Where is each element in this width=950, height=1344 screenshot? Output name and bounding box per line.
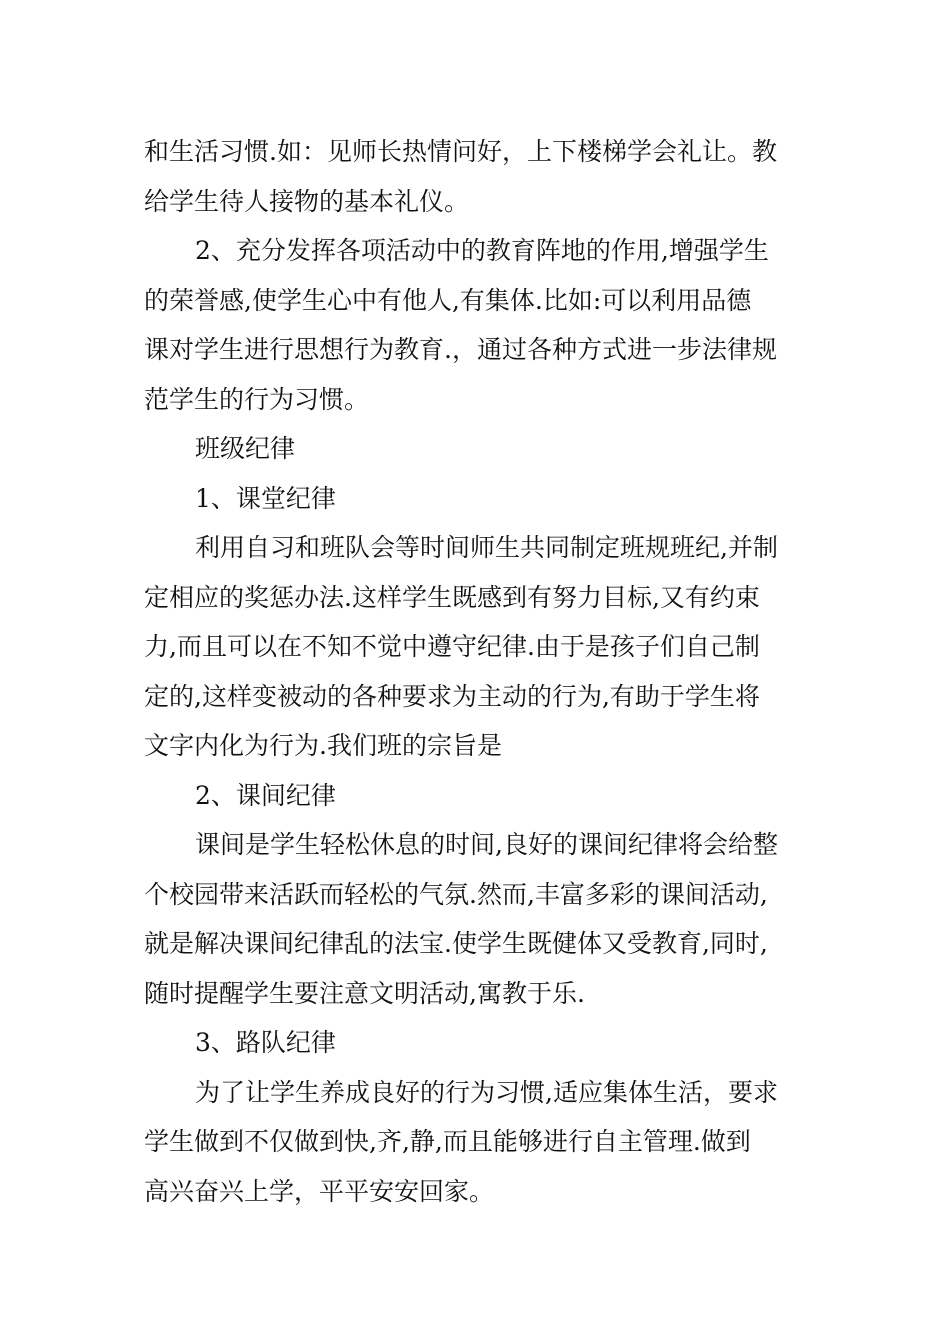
text-line: 和生活习惯.如：见师长热情问好，上下楼梯学会礼让。教 xyxy=(144,137,777,166)
text-line: 学生做到不仅做到快,齐,静,而且能够进行自主管理.做到 xyxy=(144,1127,751,1156)
subsection-heading: 3、路队纪律 xyxy=(195,1028,336,1057)
subsection-heading: 2、课间纪律 xyxy=(195,781,336,810)
text-line: 课对学生进行思想行为教育.，通过各种方式进一步法律规 xyxy=(144,335,777,364)
paragraph-start-line: 课间是学生轻松休息的时间,良好的课间纪律将会给整 xyxy=(195,830,778,859)
text-line: 范学生的行为习惯。 xyxy=(144,385,370,414)
section-heading: 班级纪律 xyxy=(195,434,296,463)
text-line: 个校园带来活跃而轻松的气氛.然而,丰富多彩的课间活动, xyxy=(144,880,768,909)
text-line: 的荣誉感,使学生心中有他人,有集体.比如:可以利用品德 xyxy=(144,286,752,315)
text-line: 随时提醒学生要注意文明活动,寓教于乐. xyxy=(144,979,585,1008)
text-line: 高兴奋兴上学，平平安安回家。 xyxy=(144,1177,495,1206)
text-line: 文字内化为行为.我们班的宗旨是 xyxy=(144,731,502,760)
paragraph-start-line: 利用自习和班队会等时间师生共同制定班规班纪,并制 xyxy=(195,533,778,562)
text-line: 定的,这样变被动的各种要求为主动的行为,有助于学生将 xyxy=(144,682,760,711)
paragraph-start-line: 为了让学生养成良好的行为习惯,适应集体生活，要求 xyxy=(195,1078,778,1107)
text-line: 定相应的奖惩办法.这样学生既感到有努力目标,又有约束 xyxy=(144,583,760,612)
text-line: 就是解决课间纪律乱的法宝.使学生既健体又受教育,同时, xyxy=(144,929,768,958)
text-line: 给学生待人接物的基本礼仪。 xyxy=(144,187,470,216)
paragraph-start-line: 2、充分发挥各项活动中的教育阵地的作用,增强学生 xyxy=(195,236,769,265)
text-line: 力,而且可以在不知不觉中遵守纪律.由于是孩子们自己制 xyxy=(144,632,760,661)
subsection-heading: 1、课堂纪律 xyxy=(195,484,336,513)
